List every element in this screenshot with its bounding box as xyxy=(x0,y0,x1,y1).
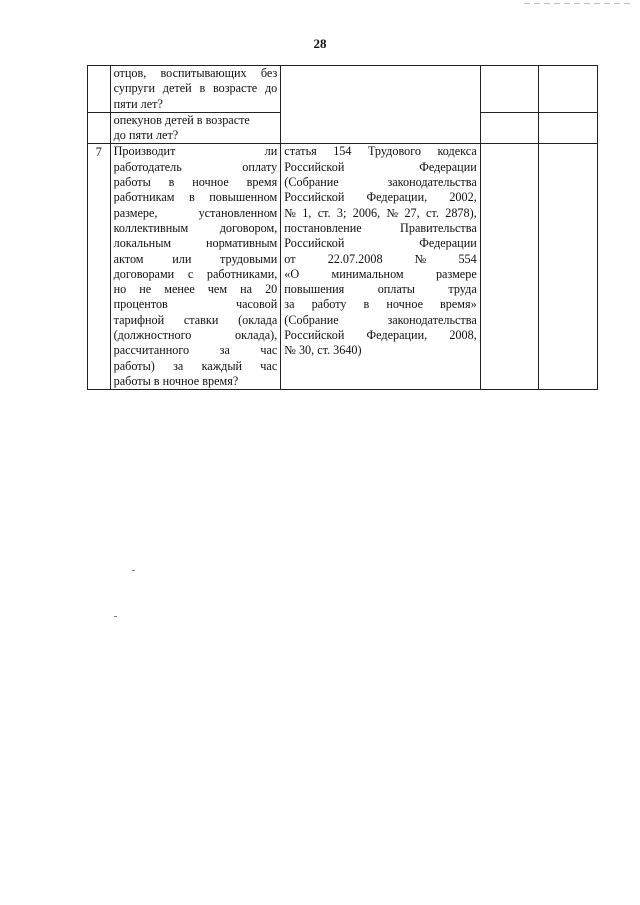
word: (Собрание xyxy=(284,175,339,190)
word: ночное xyxy=(192,175,229,190)
word: Федерации, xyxy=(366,190,428,205)
word: постановление xyxy=(284,220,362,235)
word: работникам xyxy=(113,190,175,205)
word: от xyxy=(284,251,296,266)
answer-cell-b xyxy=(539,112,598,144)
word: «О xyxy=(284,266,300,281)
word: работы) xyxy=(113,358,155,373)
word: работниками, xyxy=(206,266,278,281)
question-line xyxy=(114,81,278,96)
word: тарифной xyxy=(113,312,165,327)
scan-speck xyxy=(114,616,117,617)
word: детей xyxy=(162,81,192,96)
text-line xyxy=(114,359,278,374)
word: коллективным xyxy=(113,220,189,235)
question-cell-fathers xyxy=(110,66,281,113)
text-line xyxy=(284,313,476,328)
word: чем xyxy=(207,282,228,297)
word: возрасте xyxy=(212,81,258,96)
word: или xyxy=(172,251,192,266)
question-lines xyxy=(114,144,278,389)
question-line xyxy=(114,66,278,81)
word: Российской xyxy=(284,159,345,174)
word: законодательства xyxy=(387,175,477,190)
word: законодательства xyxy=(387,312,477,327)
word: ставки xyxy=(183,312,219,327)
word: 2878), xyxy=(445,205,477,220)
text-line xyxy=(284,252,476,267)
word: процентов xyxy=(113,297,168,312)
word: до xyxy=(264,81,278,96)
text-line: работы в ночное время? xyxy=(113,373,239,388)
word: воспитывающих xyxy=(160,66,247,80)
word: Трудового xyxy=(367,144,422,159)
word: в xyxy=(168,175,175,190)
word: Федерации, xyxy=(366,328,428,343)
word: 2006, xyxy=(352,205,381,220)
answer-cell-b xyxy=(539,144,598,390)
word: время» xyxy=(440,297,477,312)
question-line: пяти лет? xyxy=(113,96,163,111)
word: супруги xyxy=(113,81,156,96)
word: № xyxy=(414,251,427,266)
word: Федерации xyxy=(419,236,477,251)
word: работы xyxy=(113,175,151,190)
word: (Собрание xyxy=(284,312,339,327)
word: 554 xyxy=(458,251,477,266)
word: (должностного xyxy=(113,328,192,343)
word: оклада), xyxy=(235,328,278,343)
text-line xyxy=(284,236,476,251)
word: 2008, xyxy=(449,328,477,343)
word: Российской xyxy=(284,190,345,205)
word: в xyxy=(189,190,195,205)
checklist-table xyxy=(87,65,598,390)
word: 2002, xyxy=(449,190,477,205)
word: № xyxy=(386,205,399,220)
question-cell-night-work xyxy=(110,144,281,390)
scan-speck xyxy=(132,570,135,571)
word: без xyxy=(260,66,278,80)
answer-cell-a xyxy=(480,144,539,390)
word: Правительства xyxy=(400,220,477,235)
text-line xyxy=(114,144,278,159)
text-line xyxy=(114,236,278,251)
word: Российской xyxy=(284,236,345,251)
word: Федерации xyxy=(419,159,477,174)
text-line xyxy=(114,267,278,282)
word: в xyxy=(199,81,206,96)
word: но xyxy=(113,282,127,297)
text-line xyxy=(284,328,476,343)
word: ли xyxy=(264,144,278,159)
text-line xyxy=(114,221,278,236)
answer-cell-b xyxy=(539,66,598,113)
word: (оклада xyxy=(238,312,278,327)
text-line xyxy=(284,297,476,312)
word: на xyxy=(240,282,253,297)
scan-artifact-line xyxy=(524,3,634,4)
text-line xyxy=(284,144,476,159)
text-line xyxy=(284,160,476,175)
table-row-7 xyxy=(88,144,598,390)
word: договором, xyxy=(219,220,278,235)
word: не xyxy=(139,282,152,297)
question-line: опекунов детей в возрасте xyxy=(113,112,250,127)
word: локальным xyxy=(113,236,172,251)
word: Российской xyxy=(284,328,345,343)
text-line xyxy=(114,297,278,312)
reference-cell-night-work xyxy=(281,144,480,390)
word: работу xyxy=(311,297,347,312)
word: ночное xyxy=(386,297,423,312)
text-line xyxy=(114,175,278,190)
text-line xyxy=(114,328,278,343)
word: 20 xyxy=(265,282,278,297)
answer-cell-a xyxy=(480,112,539,144)
text-line xyxy=(114,252,278,267)
page-number: 28 xyxy=(313,36,327,51)
word: за xyxy=(173,358,184,373)
word: повышения xyxy=(284,282,345,297)
reference-lines xyxy=(284,144,476,358)
row-number-cell: 7 xyxy=(88,144,111,390)
word: с xyxy=(187,266,194,281)
word: 154 xyxy=(333,144,352,159)
word: менее xyxy=(164,282,195,297)
word: статья xyxy=(284,144,317,159)
reference-cell-empty xyxy=(281,66,480,144)
word: 27, xyxy=(404,205,420,220)
text-line xyxy=(114,160,278,175)
word: оплаты xyxy=(377,282,415,297)
text-line xyxy=(284,267,476,282)
word: за xyxy=(284,297,295,312)
word: час xyxy=(260,343,278,358)
word: время xyxy=(246,175,278,190)
row-number-cell xyxy=(88,112,111,144)
text-line xyxy=(114,206,278,221)
word: отцов, xyxy=(113,66,147,80)
word: договорами xyxy=(113,266,175,281)
text-line xyxy=(284,175,476,190)
answer-cell-a xyxy=(480,66,539,113)
word: 22.07.2008 xyxy=(327,251,383,266)
word: 3; xyxy=(336,205,347,220)
text-line xyxy=(284,190,476,205)
row-number-cell xyxy=(88,66,111,113)
text-line xyxy=(114,313,278,328)
word: трудовыми xyxy=(220,251,278,266)
word: час xyxy=(260,358,278,373)
word: труда xyxy=(448,282,477,297)
word: в xyxy=(363,297,370,312)
text-line: № 30, ст. 3640) xyxy=(284,343,362,358)
question-line: до пяти лет? xyxy=(113,128,179,143)
word: рассчитанного xyxy=(113,343,190,358)
text-line xyxy=(284,282,476,297)
word: повышенном xyxy=(209,190,278,205)
word: работодатель xyxy=(113,159,182,174)
word: актом xyxy=(113,251,144,266)
word: за xyxy=(219,343,230,358)
word: размере xyxy=(435,266,477,281)
word: часовой xyxy=(235,297,278,312)
word: размере, xyxy=(113,205,158,220)
word: № xyxy=(284,205,296,220)
question-cell-guardians xyxy=(110,112,281,144)
text-line xyxy=(114,190,278,205)
word: минимальном xyxy=(331,266,404,281)
word: каждый xyxy=(201,358,243,373)
word: кодекса xyxy=(437,144,477,159)
word: установленном xyxy=(198,205,278,220)
text-line xyxy=(284,206,476,221)
word: ст. xyxy=(426,205,439,220)
word: оплату xyxy=(242,159,278,174)
text-line xyxy=(114,343,278,358)
table-row-fathers xyxy=(88,66,598,113)
word: Производит xyxy=(113,144,176,159)
word: ст. xyxy=(317,205,331,220)
word: нормативным xyxy=(206,236,278,251)
text-line xyxy=(114,282,278,297)
word: 1, xyxy=(302,205,312,220)
text-line xyxy=(284,221,476,236)
